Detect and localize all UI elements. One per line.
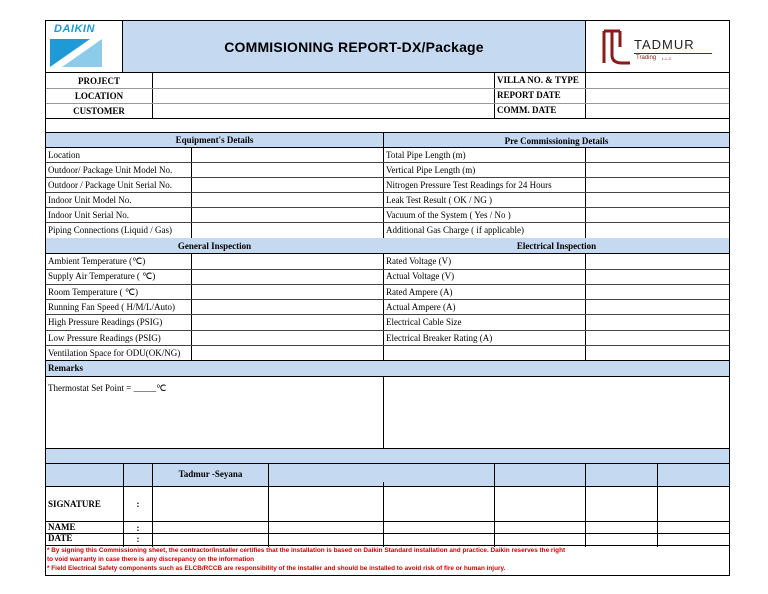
equipment-row-field[interactable]: [192, 208, 383, 223]
daikin-logo-text: DAIKIN: [54, 23, 95, 35]
equipment-row-label: Outdoor / Package Unit Serial No.: [48, 180, 172, 190]
remarks-header: Remarks: [48, 363, 83, 373]
pre-commissioning-row-field[interactable]: [586, 163, 729, 178]
equipment-header: Equipment's Details: [175, 135, 254, 145]
equipment-row-label: Indoor Unit Serial No.: [48, 210, 129, 220]
pre-commissioning-row-label: Vacuum of the System ( Yes / No ): [386, 210, 511, 220]
comm-date-field[interactable]: [586, 104, 729, 118]
general-row-label: Running Fan Speed ( H/M/L/Auto): [48, 301, 175, 312]
villa-label: VILLA NO. & TYPE: [497, 75, 579, 85]
pre-commissioning-header: Pre Commissioning Details: [504, 136, 609, 146]
tadmur-mark-icon: [598, 27, 638, 67]
customer-field[interactable]: [153, 104, 493, 118]
name-field[interactable]: [153, 522, 267, 533]
pre-commissioning-row-label: Leak Test Result ( OK / NG ): [386, 195, 492, 205]
pre-commissioning-row-field[interactable]: [586, 223, 729, 238]
company-label: Tadmur -Seyana: [178, 469, 243, 479]
date-label: DATE: [48, 533, 73, 543]
tadmur-sub-text: Trading: [636, 55, 657, 61]
electrical-row-field[interactable]: [586, 269, 729, 284]
electrical-row-field[interactable]: [586, 254, 729, 269]
tadmur-sub2-text: L.L.C: [662, 56, 672, 61]
pre-commissioning-row-field[interactable]: [586, 148, 729, 163]
footer-note-3: * Field Electrical Safety components such as ELCB/RCCB are responsibility of the installer and should be installed to avoid risk of fire or human injury.: [47, 565, 506, 572]
general-row-label: Room Temperature ( ℃): [48, 286, 139, 297]
electrical-row-field[interactable]: [586, 300, 729, 315]
pre-commissioning-row-field[interactable]: [586, 208, 729, 223]
general-row-field[interactable]: [192, 300, 383, 315]
commissioning-report: [45, 20, 730, 576]
daikin-logo: [46, 21, 123, 73]
project-field[interactable]: [153, 74, 493, 88]
general-row-label: Supply Air Temperature ( ℃): [48, 271, 156, 282]
equipment-row-label: Location: [48, 150, 80, 160]
name-colon: :: [136, 523, 140, 533]
electrical-row-label: Actual Voltage (V): [386, 271, 455, 282]
equipment-row-label: Indoor Unit Model No.: [48, 195, 132, 205]
tadmur-rule: [634, 53, 712, 54]
electrical-row-label: Rated Ampere (A): [386, 286, 453, 297]
electrical-row-label: Actual Ampere (A): [386, 301, 456, 312]
equipment-row-field[interactable]: [192, 178, 383, 193]
tadmur-logo: [586, 21, 729, 73]
report-title: COMMISIONING REPORT-DX/Package: [224, 39, 484, 55]
general-row-label: Ventilation Space for ODU(OK/NG): [48, 347, 181, 358]
project-label: PROJECT: [77, 76, 120, 86]
remarks-field[interactable]: [48, 395, 727, 447]
pre-commissioning-row-label: Total Pipe Length (m): [386, 150, 466, 160]
name-label: NAME: [48, 522, 76, 532]
daikin-mark-icon: [50, 33, 120, 73]
general-row-label: Low Pressure Readings (PSIG): [48, 332, 161, 343]
general-row-field[interactable]: [192, 346, 383, 361]
report-date-field[interactable]: [586, 89, 729, 103]
electrical-row-label: Electrical Cable Size: [386, 317, 462, 328]
general-header: General Inspection: [177, 241, 252, 251]
report-title-cell: [123, 21, 586, 73]
location-field[interactable]: [153, 89, 493, 103]
pre-commissioning-row-label: Vertical Pipe Length (m): [386, 165, 476, 175]
equipment-row-field[interactable]: [192, 223, 383, 238]
pre-commissioning-row-label: Nitrogen Pressure Test Readings for 24 Hours: [386, 180, 552, 190]
general-row-label: Ambient Temperature (℃): [48, 256, 146, 266]
electrical-row-field[interactable]: [586, 315, 729, 330]
thermostat-set-point: Thermostat Set Point = _____℃: [48, 383, 167, 393]
equipment-row-field[interactable]: [192, 148, 383, 163]
pre-commissioning-row-field[interactable]: [586, 178, 729, 193]
date-colon: :: [136, 534, 140, 544]
general-row-field[interactable]: [192, 269, 383, 284]
signature-label: SIGNATURE: [48, 499, 101, 509]
electrical-row-field[interactable]: [586, 331, 729, 346]
equipment-row-label: Outdoor/ Package Unit Model No.: [48, 165, 173, 175]
report-date-label: REPORT DATE: [497, 90, 561, 100]
signature-colon: :: [136, 499, 140, 509]
electrical-header: Electrical Inspection: [516, 241, 597, 251]
comm-date-label: COMM. DATE: [497, 105, 557, 115]
signature-header-band: [46, 464, 729, 486]
tadmur-logo-text: TADMUR: [634, 37, 695, 52]
signature-field[interactable]: [153, 487, 267, 521]
pre-commissioning-row-label: Additional Gas Charge ( if applicable): [386, 225, 525, 235]
general-row-field[interactable]: [192, 331, 383, 346]
equipment-row-field[interactable]: [192, 163, 383, 178]
footer-note-1: * By signing this Commissioning sheet, the contractor/installer certifies that the installation is based on Daikin Standard installation and practice. Daikin reserves the right: [47, 547, 566, 554]
date-field[interactable]: [153, 534, 267, 545]
general-row-label: High Pressure Readings (PSIG): [48, 317, 163, 328]
footer-note-2: to void warranty in case there is any discrepancy on the information: [47, 556, 255, 563]
electrical-row-label: Electrical Breaker Rating (A): [386, 332, 493, 343]
location-label: LOCATION: [74, 91, 124, 101]
signature-band-top: [46, 448, 729, 463]
general-row-field[interactable]: [192, 315, 383, 330]
customer-label: CUSTOMER: [73, 106, 125, 116]
general-row-field[interactable]: [192, 285, 383, 300]
equipment-row-label: Piping Connections (Liquid / Gas): [48, 225, 172, 235]
general-row-field[interactable]: [192, 254, 383, 269]
villa-field[interactable]: [586, 74, 729, 88]
equipment-row-field[interactable]: [192, 193, 383, 208]
electrical-row-empty[interactable]: [384, 346, 729, 361]
pre-commissioning-row-field[interactable]: [586, 193, 729, 208]
electrical-row-label: Rated Voltage (V): [386, 256, 452, 266]
electrical-row-field[interactable]: [586, 285, 729, 300]
